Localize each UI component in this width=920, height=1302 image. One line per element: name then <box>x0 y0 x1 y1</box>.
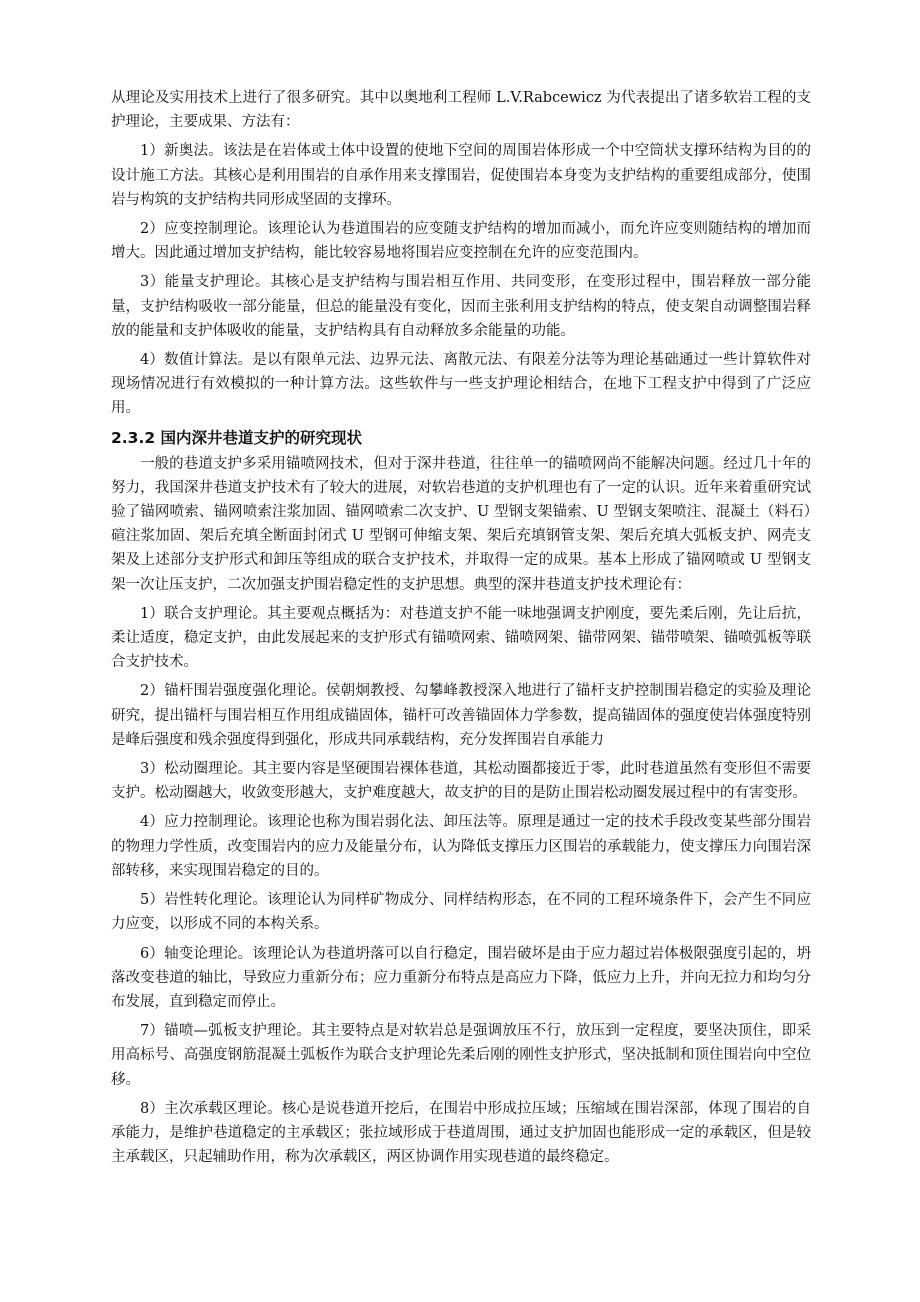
domestic-theory-3: 3）松动圈理论。其主要内容是坚硬围岩裸体巷道，其松动圈都接近于零，此时巷道虽然有变形但不需要支护。松动圈越大，收敛变形越大，支护难度越大，故支护的目的是防止围岩松动圈发展过程中的有害变形。 <box>111 761 811 802</box>
domestic-theory-5: 5）岩性转化理论。该理论认为同样矿物成分、同样结构形态，在不同的工程环境条件下，会产生不同应力应变，以形成不同的本构关系。 <box>111 892 811 933</box>
document-page <box>111 86 811 1174</box>
intro-paragraph: 从理论及实用技术上进行了很多研究。其中以奥地利工程师 L.V.Rabcewicz 为代表提出了诸多软岩工程的支护理论，主要成果、方法有： <box>111 90 811 131</box>
foreign-theory-3: 3）能量支护理论。其核心是支护结构与围岩相互作用、共同变形，在变形过程中，围岩释放一部分能量，支护结构吸收一部分能量，但总的能量没有变化，因而主张利用支护结构的特点，使支架自动调整围岩释放的能量和支护体吸收的能量，支护结构具有自动释放多余能量的功能。 <box>111 274 811 339</box>
domestic-theory-6: 6）轴变论理论。该理论认为巷道坍落可以自行稳定，围岩破坏是由于应力超过岩体极限强度引起的，坍落改变巷道的轴比，导致应力重新分布；应力重新分布特点是高应力下降，低应力上升，并向无拉力和均匀分布发展，直到稳定而停止。 <box>111 945 811 1010</box>
domestic-theory-1: 1）联合支护理论。其主要观点概括为：对巷道支护不能一味地强调支护刚度，要先柔后刚，先让后抗，柔让适度，稳定支护，由此发展起来的支护形式有锚喷网索、锚喷网架、锚带网架、锚带喷架、锚喷弧板等联合支护技术。 <box>111 605 811 671</box>
foreign-theory-1: 1）新奥法。该法是在岩体或土体中设置的使地下空间的周围岩体形成一个中空筒状支撑环结构为目的的设计施工方法。其核心是利用围岩的自承作用来支撑围岩，促使围岩本身变为支护结构的重要组成部分，使围岩与构筑的支护结构共同形成坚固的支撑环。 <box>111 143 811 208</box>
domestic-theory-4: 4）应力控制理论。该理论也称为围岩弱化法、卸压法等。原理是通过一定的技术手段改变某些部分围岩的物理力学性质，改变围岩内的应力及能量分布，认为降低支撑压力区围岩的承载能力，使支撑压力向围岩深部转移，来实现围岩稳定的目的。 <box>111 814 811 879</box>
section-heading: 2.3.2 国内深井巷道支护的研究现状 <box>111 428 363 447</box>
domestic-theory-7: 7）锚喷—弧板支护理论。其主要特点是对软岩总是强调放压不行，放压到一定程度，要坚决顶住，即采用高标号、高强度钢筋混凝土弧板作为联合支护理论先柔后刚的刚性支护形式，坚决抵制和顶住围岩向中空位移。 <box>111 1023 811 1088</box>
foreign-theory-4: 4）数值计算法。是以有限单元法、边界元法、离散元法、有限差分法等为理论基础通过一些计算软件对现场情况进行有效模拟的一种计算方法。这些软件与一些支护理论相结合，在地下工程支护中得到了广泛应用。 <box>111 352 811 417</box>
domestic-theory-8: 8）主次承载区理论。核心是说巷道开挖后，在围岩中形成拉压域；压缩域在围岩深部，体现了围岩的自承能力，是维护巷道稳定的主承载区；张拉域形成于巷道周围，通过支护加固也能形成一定的承载区，但是较主承载区，只起辅助作用，称为次承载区，两区协调作用实现巷道的最终稳定。 <box>111 1100 811 1166</box>
domestic-theory-2: 2）锚杆围岩强度强化理论。侯朝炯教授、勾攀峰教授深入地进行了锚杆支护控制围岩稳定的实验及理论研究，提出锚杆与围岩相互作用组成锚固体，锚杆可改善锚固体力学参数，提高锚固体的强度使岩体强度特别是峰后强度和残余强度得到强化，形成共同承载结构，充分发挥围岩自承能力 <box>111 683 811 748</box>
foreign-theory-2: 2）应变控制理论。该理论认为巷道围岩的应变随支护结构的增加而减小，而允许应变则随结构的增加而增大。因此通过增加支护结构，能比较容易地将围岩应变控制在允许的应变范围内。 <box>111 221 811 262</box>
section-intro-paragraph: 一般的巷道支护多采用锚喷网技术，但对于深井巷道，往往单一的锚喷网尚不能解决问题。经过几十年的努力，我国深井巷道支护技术有了较大的进展，对软岩巷道的支护机理也有了一定的认识。近年来着重研究试验了锚网喷索、锚网喷索注浆加固、锚网喷索二次支护、U 型钢支架锚索、U 型钢支架喷注、混凝土（料石）碹注浆加固、架后充填全断面封闭式 U 型钢可伸缩支架、架后充填钢管支架、架后充填大弧板支护、网壳支架及上述部分支护形式和卸压等组成的联合支护技术，并取得一定的成果。基本上形成了锚网喷或 U 型钢支架一次让压支护，二次加强支护围岩稳定性的支护思想。典型的深井巷道支护技术理论有： <box>111 455 811 593</box>
